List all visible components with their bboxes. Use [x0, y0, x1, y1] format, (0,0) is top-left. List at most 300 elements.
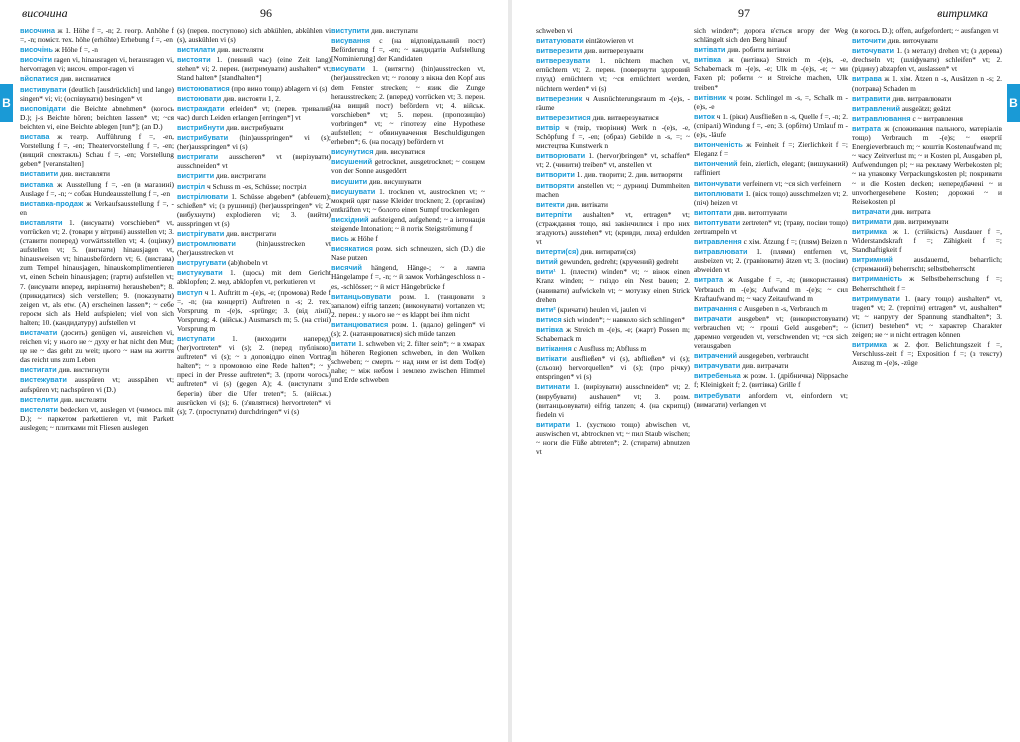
- entry-headword: витравлювати: [694, 247, 748, 257]
- dictionary-entry: [694, 159, 848, 177]
- entry-headword: вистеляти: [20, 404, 59, 414]
- entry-headword: витребенька: [694, 371, 741, 381]
- entry-definition: розм. 1. (вдало) gelingen* vi (s); 2. (натанцюватися) sich müde tanzen: [331, 319, 485, 338]
- entry-headword: вити²: [536, 304, 556, 314]
- entry-definition: див. вистояти 1, 2.: [223, 93, 281, 103]
- dictionary-entry: [694, 275, 848, 302]
- dictionary-entry: [536, 46, 690, 55]
- entry-headword: витівка: [536, 324, 564, 334]
- entry-definition: 1. (висувати) vorschieben* vt, vorrücken vt; 2. (товари у вітрині) ausstellen vt; 3. (ставити поперед) vorwärtsstellen vt; 4. (оцінку) aufstellen vt; 5. (вигнати) hinausjagen vt, hinausweisen vt; hinausbefördern vt; 6. (вистава) zum Tempel hinausjagen, hinauskomplimentieren vt, einen Schein hinausjagen; (гарти) aufstellen vt; 7. (висувати вперед, вирізняти) herausheben*; 8. (прикидатися) sich verstellen; 9. (показувати) zeigen vt, als etw. (A) erscheinen lassen*; ~ себе героєм sich als Held aufspielen; viel von sich halten; 10. (кандидатуру) aufstellen vt: [20, 217, 174, 327]
- dictionary-entry: [331, 339, 485, 384]
- entry-headword: витравити: [852, 93, 891, 103]
- entry-definition: sich winden*; дорога в'ється вгору der Weg schlängelt sich den Berg hinauf: [694, 26, 848, 45]
- entry-definition: див. виточувати: [887, 36, 938, 46]
- dictionary-entry: [20, 218, 174, 327]
- entry-definition: див. робити витівки: [727, 45, 791, 55]
- dictionary-entry: [177, 192, 331, 228]
- left-running-head: височина: [22, 6, 68, 20]
- entry-headword: витравлення: [694, 237, 742, 247]
- dictionary-entry: [177, 55, 331, 82]
- entry-headword: вистрибнути: [177, 122, 225, 132]
- entry-definition: 1. nüchtern machen vt, ernüchtern vt; 2. перен. (повернути здоровий глузд) ernüchtern vt; ~ся ernüchtert werden, nüchtern werden* vi (s): [536, 56, 690, 93]
- entry-headword: витоптувати: [694, 217, 741, 227]
- entry-definition: ж 1. (стійкість) Ausdauer f =, Widerstandskraft f =; Zähigkeit f =; Standhaftigkeit f: [852, 226, 1002, 255]
- dictionary-entry: [331, 187, 485, 214]
- entry-definition: 1. trocknen vt, austrocknen vt; ~ мокрий одяг nasse Kleider trocknen; 2. (організм) entkräften vt; ~ болото einen Sumpf trockenlegen: [331, 186, 485, 214]
- entry-headword: витекти: [536, 199, 565, 209]
- entry-definition: anfordern vt, einfordern vt; (вимагати) verlangen vt: [694, 390, 848, 409]
- entry-headword: виступити: [331, 26, 370, 35]
- entry-headword: витонченість: [694, 140, 743, 150]
- entry-definition: див. витоптувати: [733, 207, 787, 217]
- entry-definition: zertreten* vt; (траву, посіви тощо) zertrampeln vt: [694, 217, 848, 236]
- entry-definition: ausgegeben, verbraucht: [738, 351, 809, 361]
- entry-definition: ж (споживання пального, матеріалів тощо) Verbrauch m -(e)s; ~ енергії Energieverbrauch m; ~ коштів Kostenaufwand m; ~ часу Zeitverlust m; ~ и Kosten pl, Ausgaben pl, Aufwendungen pl; ~ на рекламу Werbekosten pl; ~ на упаковку Verpackungskosten pl; покривати ~ и die Kosten decken; непередбачені ~ и unvorhergesehene Kosten; дорожні ~ и Reisekosten pl: [852, 123, 1002, 206]
- entry-definition: див. вистеляти: [60, 394, 107, 404]
- entry-headword: виступ: [177, 287, 203, 297]
- entry-headword: витравлювання: [852, 113, 911, 123]
- dictionary-entry: [852, 217, 1002, 226]
- dictionary-entry: [536, 56, 690, 92]
- entry-definition: ausgeätzt; geätzt: [901, 103, 951, 113]
- entry-definition: (hin)ausspringen* vi (s); (her)ausspringen* vi (s): [177, 133, 331, 152]
- entry-definition: (ab)hobeln vt: [228, 258, 268, 268]
- entry-headword: витати: [331, 339, 356, 349]
- entry-headword: вистилати: [177, 45, 216, 55]
- dictionary-entry: [852, 46, 1002, 73]
- entry-headword: витрата: [852, 123, 882, 133]
- dictionary-entry: [536, 123, 690, 150]
- entry-definition: ausdauernd, beharrlich; (стриманий) beherrscht; selbstbeherrscht: [852, 255, 1002, 274]
- dictionary-entry: [536, 267, 690, 303]
- dictionary-entry: [20, 328, 174, 364]
- dictionary-entry: [331, 244, 485, 262]
- dictionary-entry: [20, 45, 174, 54]
- dictionary-entry: [536, 210, 690, 246]
- dictionary-entry: [331, 263, 485, 290]
- entry-headword: вйспатися: [20, 74, 59, 84]
- entry-headword: вистоювати: [177, 93, 222, 103]
- dictionary-entry: [536, 94, 690, 112]
- entry-headword: висувати: [331, 64, 366, 74]
- dictionary-entry: [852, 255, 1002, 273]
- entry-definition: 1. (виходити наперед) (her)vortreten* vi (s); 2. (перед публікою) auftreten* vi (s); ~ з доповіддю einen Vortrag halten*; ~ з промовою eine Rede halten*; ~ у пресі in der Presse auftreten*; 3. (проти чогось) auftreten* vi (s) (gegen A); 4. (виступати з берегів) über die Ufer treten*; 5. (військ.) ausrücken vi (s); 6. (з'являтися) hervortreten* vi (s); 7. (проступати) durchdringen* vi (s): [177, 334, 331, 416]
- entry-definition: ч розм. Schlingel m -s, =, Schalk m -(e)s, -e: [694, 92, 848, 111]
- dictionary-entry: [536, 325, 690, 343]
- entry-definition: ж розм. 1. (дрібничка) Nippsache f; Kleinigkeit f; 2. (витівка) Grille f: [694, 371, 848, 390]
- dictionary-entry: [852, 114, 1002, 123]
- entry-headword: височина: [20, 26, 55, 35]
- entry-definition: erleiden* vt; (перев. тривалий час) durch Leiden erlangen [erringen*] vt: [177, 103, 331, 122]
- dictionary-entry: [177, 229, 331, 238]
- column-4: [536, 26, 690, 736]
- entry-definition: 1. (вирізувати) ausschneiden* vt; 2. (вирубувати) aushauen* vt; 3. розм. (витанцьовувати) eifrig tanzen; 4. (на скрипці) fiedeln vi: [536, 382, 690, 419]
- entry-definition: див. витрачати: [742, 361, 789, 371]
- entry-headword: виставка-продаж: [20, 198, 84, 208]
- entry-headword: виступати: [177, 334, 215, 343]
- entry-definition: ausscheren* vt (вирізувати) ausschneiden* vt: [177, 152, 331, 171]
- entry-headword: витрачувати: [694, 361, 741, 371]
- entry-headword: витримати: [852, 216, 892, 226]
- dictionary-entry: [694, 361, 848, 370]
- dictionary-entry: [536, 420, 690, 456]
- entry-definition: ч (твір, творіння) Werk n -(e)s, -e, Schöpfung f =, -en; (образ) Gebilde n -s, =; ~ мистецтва Kunstwerk n: [536, 122, 690, 151]
- entry-definition: ж 2. фот. Belichtungszeit f =, Verschluss-zeit f =; Exposition f =; (з тексту) Auszug m -(e)s, -züge: [852, 340, 1002, 368]
- dictionary-entry: [331, 147, 485, 156]
- dictionary-entry: [20, 169, 174, 178]
- entry-definition: anstellen vt; ~ дурниці Dummheiten machen: [536, 180, 690, 199]
- entry-definition: див. витримувати: [893, 216, 949, 226]
- entry-definition: 1. (з металу) drehen vt; (з дерева) drechseln vt; (шліфувати) schleifen* vt; 2. (рідину) abzapfen vt, auslassen* vt: [852, 46, 1002, 74]
- entry-definition: с ~ витравлення: [912, 113, 963, 123]
- dictionary-entry: [852, 124, 1002, 206]
- dictionary-entry: [852, 227, 1002, 254]
- entry-definition: gewunden, gedreht; (кручений) gedreht: [559, 257, 679, 267]
- dictionary-entry: [536, 113, 690, 122]
- dictionary-entry: [177, 334, 331, 416]
- dictionary-entry: [852, 274, 1002, 292]
- entry-headword: виточити: [852, 36, 886, 46]
- entry-definition: ж 1. Höhe f =, -n; 2. геогр. Anhöhe f =, -n; поміст. тех. höhe (erhöhte) Erhebung f =, -en: [20, 26, 174, 45]
- dictionary-entry: [694, 45, 848, 54]
- entry-headword: витриманість: [852, 274, 903, 284]
- entry-definition: (кричати) heulen vi, jaulen vi: [557, 304, 647, 314]
- dictionary-entry: [331, 177, 485, 186]
- entry-definition: 1. див. творити; 2. див. витворяти: [576, 170, 683, 180]
- entry-definition: ausspüren vt; ausspähen vt; aufspüren vt; nachspüren vi (D.): [20, 375, 174, 394]
- entry-definition: 1. (плести) winden* vt; ~ вінок einen Kranz winden; ~ гніздо ein Nest bauen; 2. (навивати) aufwickeln vt; ~ мотузку einen Strick drehen: [536, 267, 690, 304]
- dictionary-entry: [694, 237, 848, 246]
- entry-definition: 1. schweben vi; 2. filter sein*; ~ в хмарах in höheren Regionen schweben, in den Wolken schweben; ~ смерть ~ над ним er ist dem Tod(e) nahe; ~ між небом і землею zwischen Himmel und Erde schweben: [331, 339, 485, 385]
- entry-definition: див. висуватися: [375, 147, 425, 157]
- dictionary-entry: [331, 234, 485, 243]
- thumb-index-tab-left[interactable]: В: [0, 84, 13, 122]
- dictionary-entry: [536, 151, 690, 169]
- dictionary-entry: [536, 354, 690, 381]
- dictionary-entry: [694, 391, 848, 409]
- entry-headword: вись: [331, 234, 349, 244]
- dictionary-entry: [694, 247, 848, 274]
- entry-headword: витатуювати: [536, 36, 584, 46]
- dictionary-entry: [177, 171, 331, 180]
- entry-headword: витрачати: [694, 313, 732, 323]
- right-running-head: витримка: [937, 6, 988, 20]
- entry-headword: висповідати: [20, 103, 66, 113]
- entry-headword: витоптати: [694, 207, 732, 217]
- entry-headword: витрачений: [694, 351, 738, 361]
- column-1: [20, 26, 174, 736]
- dictionary-entry: [177, 84, 331, 93]
- entry-headword: вистригти: [177, 171, 215, 181]
- entry-definition: die Beichte abnehmen* (когось D.); j-s Beichte hören; beichten lassen* vt; ~ся beichten vi, eine Beichte ablegen [tun*]; (an D.): [20, 103, 174, 131]
- entry-definition: 1. Schüsse abgeben* (abfeuern); schießen* vi; (з рушниці) (her)ausspringen* vi; 2. (вибухнути) explodieren vi; 3. (вийти) ausspringen vt (s): [177, 191, 331, 228]
- entry-definition: bedecken vt, auslegen vt (чимось mit D.); ~ паркетом parkettieren vt, mit Parkett auslegen; ~ плитками mit Fliesen auslegen: [20, 404, 174, 432]
- entry-headword: вистоюватися: [177, 83, 230, 93]
- entry-headword: вистрілювати: [177, 191, 229, 201]
- dictionary-entry: [331, 36, 485, 63]
- entry-definition: verfeinern vt; ~ся sich verfeinern: [742, 178, 842, 188]
- dictionary-entry: [331, 64, 485, 146]
- dictionary-entry: [536, 200, 690, 209]
- dictionary-entry: [20, 180, 174, 198]
- entry-headword: вистелити: [20, 394, 59, 404]
- entry-definition: ж Höhe f: [350, 234, 378, 244]
- entry-definition: (hin)ausstrecken vt (her)ausstrecken vt: [177, 239, 331, 258]
- entry-headword: витворити: [536, 170, 575, 180]
- entry-definition: eintätowieren vt: [585, 36, 634, 46]
- entry-definition: 1. (витягти) (hin)ausstrecken vt, (her)ausstrecken vt; ~ голову з вікна den Kopf aus dem Fenster strecken; ~ язик die Zunge herausstrecken; 2. (вперед) vorrücken vt; 3. перен. (на вищий пост) befördern vt; 4. військ. vorschieben* vt; 5. перен. (пропозицію) vorbringen* vt; ~ гіпотезу eine Hypothese aufstellen; ~ обвинувачення Beschuldigungen erheben*; 6. (на посаду) befördern vt: [331, 64, 485, 147]
- dictionary-entry: [177, 239, 331, 257]
- entry-definition: див. витверезувати: [584, 46, 644, 56]
- dictionary-entry: [852, 94, 1002, 103]
- entry-definition: 1. (певний час) (eine Zeit lang) stehen* vi; 2. перен. (витримувати) aushalten* vt; Stand halten* [standhalten*]: [177, 55, 331, 83]
- entry-headword: вистукувати: [177, 268, 223, 278]
- dictionary-entry: [852, 207, 1002, 216]
- entry-definition: ч 1. (ріки) Ausfließen n -s, Quelle f =, -n; 2. (спіралі) Windung f =, -en; 3. (орбіти) Umlauf m -(e)s, -läufe: [694, 111, 848, 140]
- dictionary-entry: [20, 104, 174, 131]
- entry-definition: див. виступати: [371, 26, 418, 35]
- entry-headword: витікання: [536, 344, 572, 354]
- entry-headword: висхідний: [331, 214, 369, 224]
- dictionary-entry: [536, 382, 690, 418]
- entry-headword: витоплювати: [694, 188, 744, 198]
- entry-definition: див. витравлювати: [892, 93, 952, 103]
- entry-headword: височінь: [20, 45, 53, 55]
- entry-headword: витрачання: [694, 303, 737, 313]
- dictionary-entry: [852, 340, 1002, 367]
- dictionary-entry: [20, 55, 174, 73]
- entry-definition: 1. (щось) mit dem Gericht abklopfen; 2. мед. abklopfen vt, perkutieren vt: [177, 268, 331, 287]
- entry-definition: ausgeben* vt; (використовувати) verbrauchen vt; ~ гроші Geld ausgeben*; ~ даремно vergeuden vt, verschwenden vt; ~ся sich verausgaben: [694, 313, 848, 351]
- entry-headword: вистояти: [177, 55, 211, 65]
- entry-definition: ж Feinheit f =; Zierlichkeit f =; Eleganz f =: [694, 140, 848, 159]
- entry-definition: див. витікати: [566, 199, 608, 209]
- entry-definition: див. вистригати: [226, 228, 277, 238]
- entry-definition: див. вистригати: [215, 171, 266, 181]
- dictionary-entry: [852, 294, 1002, 339]
- entry-definition: с Ausgeben n -s, Verbrauch m: [738, 303, 828, 313]
- entry-definition: ausfließen* vi (s), abfließen* vi (s); (сльози) hervorquellen* vi (s); (про річку) entspringen* vi (s): [536, 354, 690, 382]
- entry-definition: ж театр. Aufführung f =, -en, Vorstellung f =, -en; Theatervorstellung f =, -en; (вищий спектакль) Schau f =, -en; Vorstellung geben* [veranstalten]: [20, 132, 174, 169]
- entry-headword: витверезник: [536, 93, 583, 103]
- entry-definition: ч 1. Auftritt m -(e)s, -e; (промова) Rede f =, -n; (на концерті) Auftreten n -s; 2. тех. Vorsprung m -(e)s, -sprünge; 3. (від лінії) Vorsprung; 4. (військ.) Ausmarsch m; 5. (на стіні) Vorsprung m: [177, 287, 331, 333]
- dictionary-entry: [694, 55, 848, 91]
- entry-definition: див. виставляти: [60, 169, 110, 179]
- dictionary-entry: [852, 74, 1002, 92]
- entry-definition: 1. (віск тощо) ausschmelzen vt; 2. (піч) heizen vt: [694, 188, 848, 207]
- entry-headword: виточувати: [852, 46, 895, 56]
- dictionary-entry: [694, 208, 848, 217]
- dictionary-entry: [177, 123, 331, 132]
- entry-definition: с (на відповідальний пост) Beförderung f =, -en; ~ кандидатів Aufstellung [Nominierung] der Kandidaten: [331, 36, 485, 64]
- entry-definition: (s) (перев. поступово) sich abkühlen, abkühlen vi (s), auskühlen vi (s): [177, 26, 331, 45]
- right-page-number: 97: [738, 6, 750, 20]
- dictionary-entry: [20, 74, 174, 83]
- dictionary-entry: [20, 395, 174, 404]
- entry-definition: див. витверезуватися: [592, 112, 659, 122]
- dictionary-entry: [177, 45, 331, 54]
- entry-headword: витверезувати: [536, 56, 591, 66]
- entry-headword: висушити: [331, 176, 368, 186]
- dictionary-entry: [852, 26, 1002, 35]
- entry-headword: витися: [536, 314, 562, 324]
- column-5: [694, 26, 848, 736]
- entry-headword: витівник: [694, 92, 727, 102]
- entry-definition: sich winden*; ~ навколо sich schlingen*: [563, 314, 686, 324]
- dictionary-entry: [694, 304, 848, 313]
- dictionary-entry: [331, 26, 485, 35]
- entry-headword: витрата: [694, 275, 724, 285]
- entry-definition: див. вистеляти: [217, 45, 264, 55]
- entry-headword: височіти: [20, 55, 53, 65]
- dictionary-entry: [852, 104, 1002, 113]
- entry-definition: getrocknet, ausgetrocknet; ~ сонцем von der Sonne ausgedörrt: [331, 157, 485, 176]
- entry-headword: витинати: [536, 382, 570, 392]
- entry-headword: витримка: [852, 340, 888, 350]
- entry-definition: див. витрата: [891, 206, 931, 216]
- dictionary-entry: [694, 218, 848, 236]
- entry-headword: вистраждати: [177, 103, 225, 113]
- entry-headword: висушувати: [331, 186, 376, 196]
- dictionary-entry: [694, 93, 848, 111]
- entry-definition: aushalten* vt, ertragen* vt; (страждання тощо, які закінчилися і про них згадують) ausstehen* vt; (кривди, лиха) erdulden vt: [536, 209, 690, 247]
- dictionary-entry: [331, 292, 485, 319]
- entry-definition: с Ausfluss m; Abfluss m: [573, 344, 647, 354]
- entry-headword: вистромлювати: [177, 239, 236, 249]
- column-6: [852, 26, 1002, 736]
- entry-definition: див. вистигнути: [58, 365, 110, 375]
- entry-definition: ж (витівка) Streich m -(e)s, -e, Schabernack m -(e)s, -e; Ulk m -(e)s, -e; ~ ми Faxen pl; робити ~ и Streiche machen, Ulk treiben*: [694, 55, 848, 92]
- entry-headword: витворювати: [536, 151, 586, 161]
- entry-definition: розм. 1. (танцювати з запалом) eifrig tanzen; (виконувати) vortanzen vt; 2. перен.: у нього не ~ es klappt bei ihm nicht: [331, 291, 485, 319]
- entry-headword: витирати: [536, 419, 571, 429]
- entry-headword: висунутися: [331, 147, 374, 157]
- dictionary-entry: [852, 36, 1002, 45]
- entry-definition: ч Schuss m -es, Schüsse; постріл: [206, 181, 307, 191]
- entry-headword: вистачати: [20, 328, 58, 337]
- entry-headword: вистригати: [177, 152, 219, 162]
- entry-definition: (deutlich [ausdrücklich] und lange) singen* vi; vi; (оспівувати) besingen* vt: [20, 84, 174, 103]
- entry-headword: витікати: [536, 354, 567, 364]
- entry-definition: ж Selbstbeherrschung f =; Beherrschtheit f =: [852, 274, 1002, 293]
- entry-headword: витончений: [694, 159, 738, 169]
- entry-definition: ж Ausstellung f =, -en (в магазині) Auslage f =, -n; ~ собак Hundeausstellung f =, -en: [20, 179, 174, 198]
- dictionary-entry: [694, 112, 848, 139]
- dictionary-entry: [536, 36, 690, 45]
- entry-headword: витвір: [536, 122, 560, 132]
- entry-definition: (в когось D.); offen, aufgefordert; ~ ausfangen vt: [852, 26, 999, 35]
- dictionary-entry: [694, 189, 848, 207]
- dictionary-entry: [177, 182, 331, 191]
- entry-definition: ж Verkaufsausstellung f =, -en: [20, 198, 174, 217]
- entry-definition: hängend, Hänge-; ~ а лампа Hängelampe f =, -n; ~ й замок Vorhängeschloss n -es, -schlösser; ~ й міст Hängebrücke f: [331, 263, 485, 291]
- column-2: [177, 26, 331, 736]
- entry-headword: вистрибувати: [177, 133, 229, 143]
- entry-headword: висування: [331, 36, 371, 46]
- entry-headword: вистріл: [177, 181, 206, 191]
- dictionary-entry: [20, 85, 174, 103]
- entry-definition: ragen vi, hinausragen vi, herausragen vi, hervorragen vi; височ. empor-ragen vi: [20, 55, 174, 74]
- entry-definition: див. вистрибувати: [226, 122, 284, 132]
- entry-definition: див. висушувати: [369, 176, 422, 186]
- entry-definition: 1. (вагу тощо) aushalten* vt, tragen* vt; 2. (терпіти) ertragen* vt, aushalten* vt; ~ напругу der Spannung standhalten*; 3. (іспит) bestehen* vt; ~ характер Charakter zeigen; не ~ и nicht ertragen können: [852, 293, 1002, 339]
- dictionary-entry: [20, 405, 174, 432]
- entry-headword: вистрігувати: [177, 228, 225, 238]
- entry-headword: витримувати: [852, 293, 900, 303]
- dictionary-entry: [694, 314, 848, 350]
- entry-headword: висячий: [331, 263, 362, 273]
- entry-definition: 1. (хусткою тощо) abwischen vt, auswischen vt, abtrocknen vt; ~ пил Staub wischen; ~ ноги die Füße abtreten*; 2. (стирати) abnutzen vt: [536, 419, 690, 457]
- dictionary-entry: [694, 351, 848, 360]
- entry-headword: витанцюватися: [331, 319, 389, 329]
- entry-definition: (про вино тощо) ablagern vi (s): [231, 83, 328, 93]
- entry-definition: с хім. Ätzung f =; (плям) Beizen n: [743, 237, 848, 247]
- dictionary-entry: [20, 375, 174, 393]
- dictionary-entry: [331, 157, 485, 175]
- entry-definition: ж Streich m -(e)s, -e; (жарт) Possen m; Schabernack m: [536, 324, 690, 343]
- dictionary-entry: [20, 365, 174, 374]
- dictionary-entry: [536, 257, 690, 266]
- dictionary-entry: [536, 26, 690, 35]
- entry-headword: витівати: [694, 45, 726, 55]
- entry-definition: 1. (hervor)bringen* vt, schaffen* vt; 2. (чинити) treiben* vt, anstellen vt: [536, 151, 690, 170]
- entry-headword: витончувати: [694, 178, 741, 188]
- column-3: [331, 26, 485, 736]
- entry-headword: виставляти: [20, 217, 63, 227]
- entry-headword: вистругувати: [177, 258, 227, 268]
- thumb-index-tab-right[interactable]: В: [1007, 84, 1020, 122]
- entry-definition: ж Ausgabe f =, -n; (використання) Verbrauch m -(e)s; Aufwand m -(e)s; ~ сил Kraftaufwand m; ~ часу Zeitaufwand m: [694, 275, 848, 303]
- entry-definition: ж 1. хім. Ätzen n -s, Ausätzen n -s; 2. (потрава) Schaden m: [852, 74, 1002, 93]
- page-gutter: [508, 0, 512, 742]
- entry-definition: див. виспиатися: [60, 74, 111, 84]
- dictionary-entry: [536, 247, 690, 256]
- left-page-number: 96: [260, 6, 272, 20]
- entry-definition: schweben vi: [536, 26, 573, 35]
- entry-headword: витрава: [852, 74, 882, 84]
- dictionary-entry: [536, 170, 690, 179]
- entry-definition: ч Ausnüchterungsraum m -(e)s, -räume: [536, 93, 690, 112]
- entry-headword: виставити: [20, 169, 59, 179]
- dictionary-entry: [536, 344, 690, 353]
- dictionary-entry: [20, 132, 174, 168]
- entry-headword: витверезити: [536, 46, 583, 56]
- entry-headword: вистивувати: [20, 84, 67, 94]
- entry-headword: витверезитися: [536, 112, 591, 122]
- dictionary-entry: [331, 320, 485, 338]
- entry-headword: вистежувати: [20, 375, 67, 385]
- entry-headword: витівка: [694, 55, 722, 65]
- entry-headword: витримний: [852, 255, 893, 265]
- dictionary-entry: [177, 94, 331, 103]
- entry-definition: 1. (плями) entfernen vt, ausbeizen vt; 2. (гравіювати) ätzen vt; 3. (посіви) abweiden vt: [694, 247, 848, 275]
- entry-definition: fein, zierlich, elegant; (вишуканий) raffiniert: [694, 159, 848, 178]
- dictionary-entry: [20, 199, 174, 217]
- dictionary-entry: [536, 315, 690, 324]
- entry-headword: висякатися: [331, 244, 373, 254]
- dictionary-entry: [177, 258, 331, 267]
- dictionary-entry: [177, 104, 331, 122]
- dictionary-entry: [177, 288, 331, 333]
- entry-definition: розм. sich schneuzen, sich (D.) die Nase putzen: [331, 244, 485, 263]
- dictionary-entry: [177, 26, 331, 44]
- dictionary-entry: [694, 371, 848, 389]
- dictionary-entry: [694, 140, 848, 158]
- dictionary-entry: [20, 26, 174, 44]
- entry-headword: витрачати: [852, 206, 890, 216]
- entry-definition: ж Höhe f =, -n: [54, 45, 98, 55]
- entry-headword: виток: [694, 111, 715, 121]
